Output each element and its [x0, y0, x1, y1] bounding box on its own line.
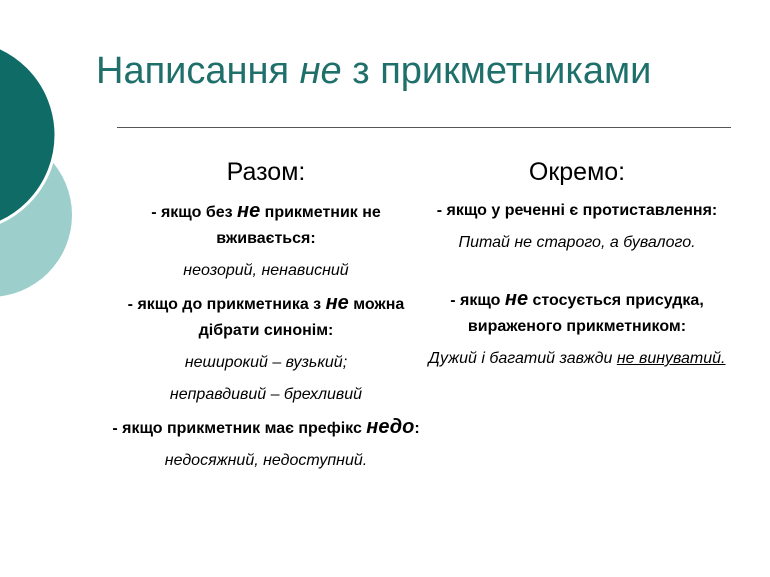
example-separately-1: Питай не старого, а бувалого. [458, 234, 696, 251]
rule-together-2: - якщо до прикметника з не можна дібрати синонім: [127, 292, 405, 339]
decorative-circles [0, 0, 110, 320]
rule-together-3: - якщо прикметник має префікс недо: [112, 416, 420, 438]
column-together [112, 150, 420, 474]
page-title [96, 46, 746, 96]
title-divider [117, 127, 731, 128]
heading-together: Разом: [226, 158, 306, 186]
title-part-1: Написання [96, 50, 300, 92]
title-part-3: з прикметниками [341, 50, 652, 92]
heading-separately: Окремо: [528, 158, 626, 186]
example-together-2: неширокий – вузький; [184, 354, 348, 371]
rule-separately-2: - якщо не стосується присудка, вираженого прикметником: [450, 288, 704, 335]
example-together-4: недосяжний, недоступний. [164, 452, 368, 469]
example-together-1: неозорий, ненависний [183, 262, 349, 279]
spacer [422, 256, 732, 286]
rule-separately-1: - якщо у реченні є протиставлення: [436, 202, 718, 219]
rule-together-1: - якщо без не прикметник не вживається: [151, 200, 381, 247]
column-separately [422, 150, 732, 372]
example-together-3: неправдивий – брехливий [169, 386, 363, 403]
example-separately-2: Дужий і багатий завжди не винуватий. [428, 350, 726, 367]
title-ne: не [299, 50, 342, 92]
